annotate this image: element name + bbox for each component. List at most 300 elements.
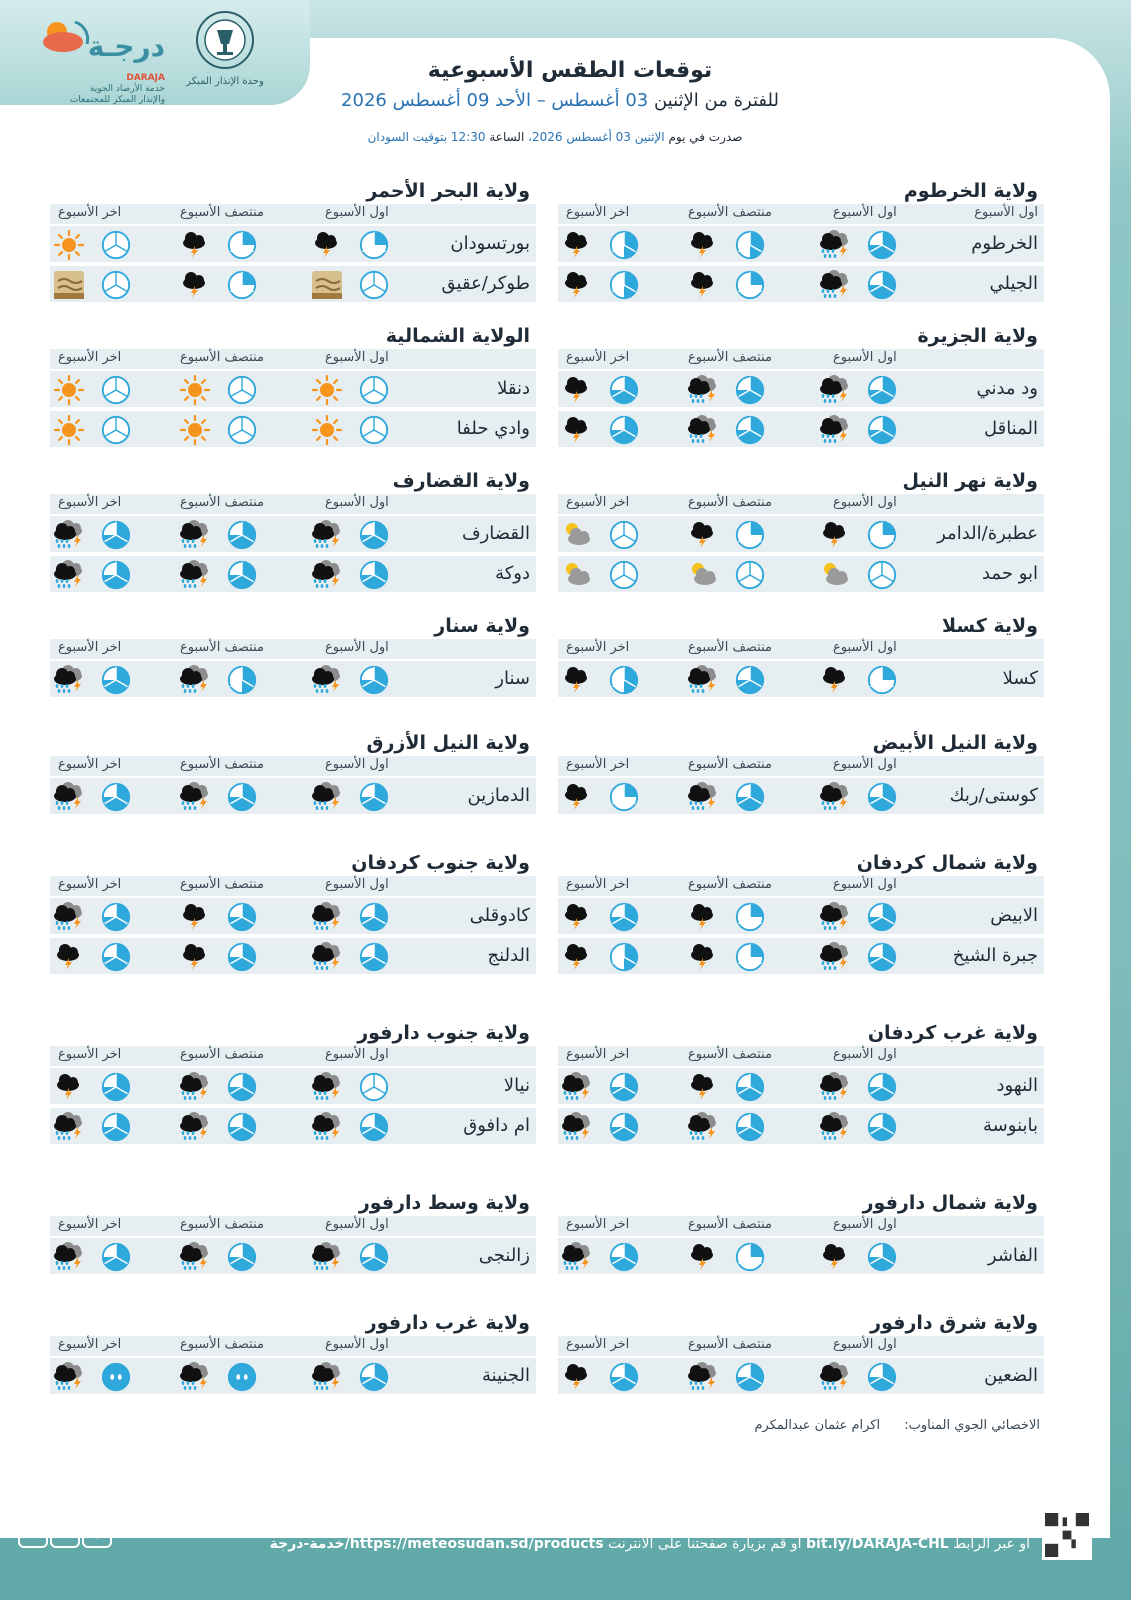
page-title: توقعات الطقس الأسبوعية — [427, 58, 713, 83]
cloud-cover-most-icon — [866, 1361, 900, 1393]
storm-rain-weather-icon — [818, 901, 852, 933]
city-name: كوستى/ربك — [949, 785, 1038, 806]
storm-weather-icon — [52, 1071, 86, 1103]
cloud-cover-most-icon — [358, 941, 392, 973]
partly-weather-icon — [818, 559, 852, 591]
storm-rain-weather-icon — [310, 941, 344, 973]
state-block — [50, 615, 536, 699]
cloud-cover-most-icon — [866, 1111, 900, 1143]
period-header — [558, 639, 1044, 659]
city-name: عطبرة/الدامر — [937, 523, 1038, 544]
header-mid-week: منتصف الأسبوع — [180, 877, 264, 892]
cloud-cover-most-icon — [608, 1111, 642, 1143]
period-header — [558, 1336, 1044, 1356]
period-header — [50, 349, 536, 369]
cloud-cover-most-icon — [100, 519, 134, 551]
state-name: ولاية جنوب كردفان — [351, 852, 530, 874]
storm-weather-icon — [560, 781, 594, 813]
state-block — [50, 852, 536, 976]
cloud-cover-half-icon — [608, 229, 642, 261]
city-row — [50, 514, 536, 552]
header-mid-week: منتصف الأسبوع — [180, 1217, 264, 1232]
city-row — [558, 224, 1044, 262]
cloud-cover-quarter-icon — [866, 664, 900, 696]
cloud-cover-quarter-icon — [226, 269, 260, 301]
state-block — [50, 1312, 536, 1396]
state-block — [558, 1192, 1044, 1276]
header-mid-week: منتصف الأسبوع — [688, 1337, 772, 1352]
city-row — [558, 1356, 1044, 1394]
city-row — [558, 1066, 1044, 1104]
cloud-cover-empty-icon — [358, 269, 392, 301]
storm-rain-weather-icon — [818, 269, 852, 301]
state-name: ولاية النيل الأبيض — [872, 732, 1038, 754]
qr-code-icon[interactable] — [1042, 1510, 1092, 1560]
partly-weather-icon — [686, 559, 720, 591]
storm-rain-weather-icon — [310, 1071, 344, 1103]
website-link[interactable]: https://meteosudan.sd/products/خدمة-درجة — [269, 1536, 604, 1552]
city-name: زالنجى — [478, 1245, 530, 1266]
period-header — [50, 494, 536, 514]
period-header — [50, 1336, 536, 1356]
storm-weather-icon — [178, 901, 212, 933]
state-name: ولاية غرب دارفور — [365, 1312, 530, 1334]
cloud-cover-empty-icon — [608, 519, 642, 551]
footer — [0, 1510, 1131, 1600]
period-header — [50, 639, 536, 659]
storm-rain-weather-icon — [686, 664, 720, 696]
header-last-week: اخر الأسبوع — [566, 350, 630, 365]
city-row — [50, 659, 536, 697]
state-block — [50, 325, 536, 449]
cloud-cover-most-icon — [226, 559, 260, 591]
cloud-cover-most-icon — [866, 414, 900, 446]
sun-weather-icon — [310, 414, 344, 446]
header-first-week: اول الأسبوع — [833, 350, 897, 365]
cloud-cover-most-icon — [866, 1241, 900, 1273]
state-block — [50, 1022, 536, 1146]
period-prefix: للفترة من الإثنين — [653, 90, 779, 111]
footer-link-prefix: او عبر الرابط — [953, 1536, 1030, 1552]
city-row — [50, 896, 536, 934]
header-first-week: اول الأسبوع — [325, 1047, 389, 1062]
header-last-week: اخر الأسبوع — [58, 495, 122, 510]
storm-rain-weather-icon — [310, 1241, 344, 1273]
cloud-cover-most-icon — [100, 1111, 134, 1143]
state-name: الولاية الشمالية — [385, 325, 530, 347]
storm-weather-icon — [686, 901, 720, 933]
issued-time: 12:30 بتوقيت السودان — [367, 130, 486, 144]
city-row — [50, 554, 536, 592]
sun-weather-icon — [178, 374, 212, 406]
storm-weather-icon — [560, 664, 594, 696]
storm-weather-icon — [686, 1241, 720, 1273]
cloud-cover-most-icon — [734, 374, 768, 406]
storm-weather-icon — [560, 414, 594, 446]
whatsapp-icon[interactable]: ✆ — [82, 1518, 112, 1548]
cloud-cover-empty-icon — [226, 374, 260, 406]
header-first-week: اول الأسبوع — [833, 640, 897, 655]
city-row — [558, 896, 1044, 934]
dust-weather-icon — [52, 269, 86, 301]
header-mid-week: منتصف الأسبوع — [180, 1337, 264, 1352]
header-first-week: اول الأسبوع — [325, 640, 389, 655]
cloud-cover-most-icon — [358, 901, 392, 933]
cloud-cover-empty-icon — [358, 1071, 392, 1103]
cloud-cover-most-icon — [734, 664, 768, 696]
header-mid-week: منتصف الأسبوع — [180, 640, 264, 655]
header-last-week: اخر الأسبوع — [58, 1217, 122, 1232]
state-block — [558, 180, 1044, 304]
city-row — [50, 1356, 536, 1394]
header-last-week: اخر الأسبوع — [566, 757, 630, 772]
storm-rain-weather-icon — [310, 664, 344, 696]
cloud-cover-most-icon — [358, 1361, 392, 1393]
header-last-week: اخر الأسبوع — [58, 350, 122, 365]
cloud-cover-most-icon — [608, 1241, 642, 1273]
city-name: دوكة — [495, 563, 530, 584]
storm-weather-icon — [560, 941, 594, 973]
header-first-week: اول الأسبوع — [833, 757, 897, 772]
state-name: ولاية البحر الأحمر — [366, 180, 530, 202]
storm-rain-weather-icon — [52, 1111, 86, 1143]
cloud-cover-most-icon — [226, 901, 260, 933]
period-header — [558, 349, 1044, 369]
city-row — [558, 264, 1044, 302]
footer-links-line — [180, 1536, 1030, 1552]
storm-rain-weather-icon — [560, 1111, 594, 1143]
header-last-week: اخر الأسبوع — [566, 495, 630, 510]
state-name: ولاية وسط دارفور — [358, 1192, 530, 1214]
cloud-cover-most-icon — [866, 901, 900, 933]
storm-rain-weather-icon — [818, 1361, 852, 1393]
city-name: المناقل — [983, 418, 1038, 439]
city-row — [558, 1106, 1044, 1144]
city-name: ابو حمد — [981, 563, 1038, 584]
storm-rain-weather-icon — [686, 781, 720, 813]
storm-rain-weather-icon — [310, 559, 344, 591]
sun-weather-icon — [52, 374, 86, 406]
storm-rain-weather-icon — [52, 664, 86, 696]
period-header — [50, 756, 536, 776]
cloud-cover-most-icon — [608, 374, 642, 406]
brand-tag-1: خدمة الأرصاد الجوية — [89, 84, 165, 94]
state-block — [558, 1312, 1044, 1396]
storm-rain-weather-icon — [178, 664, 212, 696]
storm-weather-icon — [686, 229, 720, 261]
cloud-cover-quarter-icon — [866, 519, 900, 551]
header-mid-week: منتصف الأسبوع — [688, 757, 772, 772]
city-row — [558, 554, 1044, 592]
cloud-cover-most-icon — [734, 1361, 768, 1393]
cloud-cover-most-icon — [226, 1071, 260, 1103]
cloud-cover-most-icon — [866, 229, 900, 261]
brand-latin: DARAJA — [126, 73, 165, 83]
city-row — [50, 409, 536, 447]
storm-rain-weather-icon — [818, 1071, 852, 1103]
cloud-cover-half-icon — [608, 941, 642, 973]
cloud-cover-quarter-icon — [734, 519, 768, 551]
state-name: ولاية نهر النيل — [902, 470, 1038, 492]
issued-time-label: الساعة — [489, 130, 525, 144]
header-mid-week: منتصف الأسبوع — [688, 495, 772, 510]
city-name: ام دافوق — [463, 1115, 530, 1136]
header-last-week: اخر الأسبوع — [566, 205, 630, 220]
city-row — [50, 776, 536, 814]
state-name: ولاية شمال دارفور — [862, 1192, 1038, 1214]
header-mid-week: منتصف الأسبوع — [688, 1217, 772, 1232]
city-name: الضعين — [984, 1365, 1038, 1386]
city-name: بابنوسة — [983, 1115, 1038, 1136]
sun-weather-icon — [178, 414, 212, 446]
state-name: ولاية جنوب دارفور — [357, 1022, 530, 1044]
city-row — [50, 1066, 536, 1104]
cloud-cover-empty-icon — [226, 414, 260, 446]
storm-rain-weather-icon — [818, 781, 852, 813]
city-name: الدلنج — [487, 945, 530, 966]
city-row — [50, 1236, 536, 1274]
header-first-week: اول الأسبوع — [325, 495, 389, 510]
city-name: طوكر/عقيق — [441, 273, 530, 294]
cloud-cover-empty-icon — [608, 559, 642, 591]
cloud-cover-most-icon — [100, 559, 134, 591]
storm-weather-icon — [686, 519, 720, 551]
header-last-week: اخر الأسبوع — [58, 877, 122, 892]
storm-rain-weather-icon — [178, 1241, 212, 1273]
whatsapp-channel-link[interactable]: bit.ly/DARAJA-CHL — [806, 1536, 949, 1552]
cloud-cover-most-icon — [226, 1111, 260, 1143]
header-first-week: اول الأسبوع — [833, 1217, 897, 1232]
city-name: القضارف — [461, 523, 530, 544]
state-block — [558, 615, 1044, 699]
linkedin-icon[interactable]: in — [50, 1518, 80, 1548]
brand-tag-2: والإنذار المبكر للمجتمعات — [69, 95, 165, 105]
header-first-week: اول الأسبوع — [325, 350, 389, 365]
cloud-cover-empty-icon — [358, 414, 392, 446]
storm-rain-weather-icon — [52, 1361, 86, 1393]
state-block — [50, 732, 536, 816]
state-name: ولاية الخرطوم — [903, 180, 1038, 202]
forecaster-label: الاخصائي الجوي المناوب: — [904, 1418, 1040, 1433]
city-row — [50, 936, 536, 974]
cloud-cover-half-icon — [734, 229, 768, 261]
ewu-caption: وحدة الإنذار المبكر — [186, 76, 264, 87]
city-name: الجنينة — [481, 1365, 530, 1386]
storm-weather-icon — [686, 941, 720, 973]
header-first-week: اول الأسبوع — [325, 205, 389, 220]
city-name: ود مدني — [976, 378, 1038, 399]
cloud-cover-most-icon — [226, 519, 260, 551]
header-last-week: اخر الأسبوع — [58, 1047, 122, 1062]
cloud-cover-quarter-icon — [226, 229, 260, 261]
sun-weather-icon — [310, 374, 344, 406]
cloud-cover-most-icon — [100, 941, 134, 973]
storm-rain-weather-icon — [310, 1361, 344, 1393]
header-mid-week: منتصف الأسبوع — [688, 1047, 772, 1062]
city-name: الابيض — [990, 905, 1038, 926]
state-block — [50, 180, 536, 304]
issued-date: الإثنين 03 أغسطس 2026، — [528, 130, 665, 144]
state-name: ولاية شرق دارفور — [870, 1312, 1038, 1334]
cloud-cover-half-icon — [608, 269, 642, 301]
header-first-week: اول الأسبوع — [325, 1337, 389, 1352]
cloud-cover-most-icon — [866, 781, 900, 813]
cloud-cover-half-icon — [226, 664, 260, 696]
cloud-cover-most-icon — [100, 1241, 134, 1273]
cloud-cover-most-icon — [226, 941, 260, 973]
period-header — [558, 756, 1044, 776]
cloud-cover-most-icon — [866, 269, 900, 301]
header-last-week: اخر الأسبوع — [566, 640, 630, 655]
sun-weather-icon — [52, 229, 86, 261]
header-mid-week: منتصف الأسبوع — [688, 877, 772, 892]
header-first-week: اول الأسبوع — [325, 757, 389, 772]
city-row — [50, 224, 536, 262]
header-last-week: اخر الأسبوع — [566, 1337, 630, 1352]
header-mid-week: منتصف الأسبوع — [688, 350, 772, 365]
state-name: ولاية القضارف — [392, 470, 530, 492]
cloud-cover-most-icon — [608, 901, 642, 933]
city-name: نيالا — [503, 1075, 530, 1096]
cloud-cover-full-icon — [226, 1361, 260, 1393]
state-name: ولاية النيل الأزرق — [366, 732, 530, 754]
cloud-cover-most-icon — [358, 1111, 392, 1143]
city-name: الدمازين — [467, 785, 530, 806]
social-links — [18, 1518, 112, 1548]
storm-rain-weather-icon — [310, 901, 344, 933]
header-last-week: اخر الأسبوع — [566, 1047, 630, 1062]
cloud-cover-quarter-icon — [734, 1241, 768, 1273]
cloud-cover-full-icon — [100, 1361, 134, 1393]
cloud-cover-empty-icon — [358, 374, 392, 406]
state-block — [50, 1192, 536, 1276]
header-mid-week: منتصف الأسبوع — [688, 205, 772, 220]
cloud-cover-most-icon — [358, 664, 392, 696]
header-last-week: اخر الأسبوع — [58, 205, 122, 220]
city-name: كسلا — [1002, 668, 1038, 689]
storm-rain-weather-icon — [52, 901, 86, 933]
city-row — [558, 936, 1044, 974]
period-header — [558, 494, 1044, 514]
header-mid-week: منتصف الأسبوع — [180, 205, 264, 220]
header-first-week: اول الأسبوع — [833, 1047, 897, 1062]
city-name: الخرطوم — [971, 233, 1038, 254]
storm-rain-weather-icon — [560, 1071, 594, 1103]
forecaster — [700, 1418, 1040, 1433]
state-name: ولاية غرب كردفان — [867, 1022, 1038, 1044]
cloud-cover-empty-icon — [100, 414, 134, 446]
ewu-logo — [185, 8, 265, 103]
storm-rain-weather-icon — [818, 941, 852, 973]
storm-rain-weather-icon — [818, 229, 852, 261]
header-last-week: اخر الأسبوع — [58, 1337, 122, 1352]
storm-weather-icon — [686, 1071, 720, 1103]
city-row — [558, 369, 1044, 407]
storm-weather-icon — [560, 229, 594, 261]
header-mid-week: منتصف الأسبوع — [688, 640, 772, 655]
cloud-cover-empty-icon — [734, 559, 768, 591]
city-row — [50, 1106, 536, 1144]
city-name: بورتسودان — [450, 233, 530, 254]
cloud-cover-most-icon — [100, 781, 134, 813]
city-row — [558, 776, 1044, 814]
header-last-week: اخر الأسبوع — [566, 1217, 630, 1232]
storm-weather-icon — [310, 229, 344, 261]
footer-subscribe-text: للحصول على توقعات الأرصاد الجوية اليومية والاسبوعية وتحذيرات الطقس يمكنك الاشتراك في قناة درجة على الواتساب بمسح الباركود — [250, 1518, 1030, 1534]
storm-rain-weather-icon — [178, 559, 212, 591]
cloud-cover-most-icon — [226, 1241, 260, 1273]
storm-rain-weather-icon — [178, 1111, 212, 1143]
cloud-cover-most-icon — [358, 559, 392, 591]
storm-rain-weather-icon — [52, 519, 86, 551]
storm-rain-weather-icon — [52, 1241, 86, 1273]
city-row — [558, 659, 1044, 697]
city-name: الجيلي — [989, 273, 1038, 294]
facebook-icon[interactable]: f — [18, 1518, 48, 1548]
storm-rain-weather-icon — [818, 414, 852, 446]
city-row — [558, 1236, 1044, 1274]
cloud-cover-most-icon — [866, 941, 900, 973]
header-first-week: اول الأسبوع — [325, 1217, 389, 1232]
storm-weather-icon — [178, 941, 212, 973]
forecaster-name: اكرام عثمان عبدالمكرم — [754, 1418, 881, 1433]
header-first-week: اول الأسبوع — [325, 877, 389, 892]
dust-weather-icon — [310, 269, 344, 301]
storm-weather-icon — [818, 664, 852, 696]
cloud-cover-most-icon — [866, 374, 900, 406]
cloud-cover-quarter-icon — [734, 941, 768, 973]
cloud-cover-empty-icon — [100, 269, 134, 301]
cloud-cover-most-icon — [100, 901, 134, 933]
cloud-cover-quarter-icon — [608, 781, 642, 813]
cloud-cover-quarter-icon — [358, 229, 392, 261]
period-header — [50, 1216, 536, 1236]
cloud-cover-most-icon — [358, 519, 392, 551]
city-name: النهود — [996, 1075, 1038, 1096]
storm-rain-weather-icon — [52, 781, 86, 813]
cloud-cover-most-icon — [100, 1071, 134, 1103]
forecast-period — [290, 90, 830, 111]
city-row — [50, 369, 536, 407]
state-block — [558, 732, 1044, 816]
storm-weather-icon — [52, 941, 86, 973]
state-block — [558, 325, 1044, 449]
header-last-week: اخر الأسبوع — [566, 877, 630, 892]
storm-rain-weather-icon — [560, 1241, 594, 1273]
cloud-sun-logo-icon — [35, 14, 95, 64]
city-name: الفاشر — [987, 1245, 1038, 1266]
storm-rain-weather-icon — [686, 374, 720, 406]
city-name: جبرة الشيخ — [952, 945, 1038, 966]
state-name: ولاية سنار — [434, 615, 530, 637]
storm-rain-weather-icon — [686, 1361, 720, 1393]
sun-weather-icon — [52, 414, 86, 446]
storm-rain-weather-icon — [818, 1111, 852, 1143]
period-header — [558, 1046, 1044, 1066]
state-name: ولاية الجزيرة — [917, 325, 1038, 347]
city-name: سنار — [495, 668, 530, 689]
storm-rain-weather-icon — [686, 1111, 720, 1143]
city-row — [50, 264, 536, 302]
storm-rain-weather-icon — [310, 519, 344, 551]
header-city-col: اول الأسبوع — [974, 205, 1038, 220]
header-first-week: اول الأسبوع — [833, 1337, 897, 1352]
cloud-cover-most-icon — [226, 781, 260, 813]
cloud-cover-most-icon — [866, 1071, 900, 1103]
storm-weather-icon — [560, 1361, 594, 1393]
cloud-cover-half-icon — [608, 664, 642, 696]
cloud-cover-quarter-icon — [734, 269, 768, 301]
